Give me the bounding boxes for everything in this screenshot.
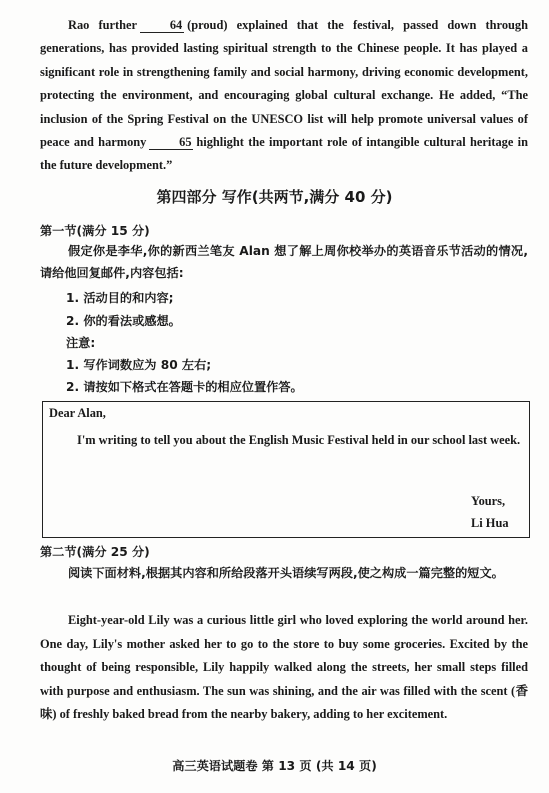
letter-body: I'm writing to tell you about the English Music Festival held in our school last week. bbox=[77, 433, 521, 447]
section1-notes-title: 注意: bbox=[66, 336, 96, 350]
passage-text-a: Rao further bbox=[68, 18, 138, 32]
section1-note-1: 1. 写作词数应为 80 左右; bbox=[66, 358, 212, 372]
section1-item-1: 1. 活动目的和内容; bbox=[66, 291, 174, 305]
letter-greeting: Dear Alan, bbox=[49, 406, 106, 420]
section2-heading: 第二节(满分 25 分) bbox=[40, 545, 150, 559]
passage-paragraph bbox=[40, 14, 528, 178]
section1-note-2: 2. 请按如下格式在答题卡的相应位置作答。 bbox=[66, 380, 303, 394]
section1-prompt: 假定你是李华,你的新西兰笔友 Alan 想了解上周你校举办的英语音乐节活动的情况,请给他回复邮件,内容包括: bbox=[40, 244, 528, 280]
story-paragraph: Eight-year-old Lily was a curious little girl who loved exploring the world around her. One day, Lily's mother asked her to go to the store to buy some groceries. Excited by the thought of being responsible, Lily happily walked along the streets, her small steps filled with purpose and enthusiasm. The sun was shining, and the air was filled with the scent (香味) of freshly baked bread from the nearby bakery, adding to her excitement. bbox=[40, 613, 528, 722]
section1-item-2: 2. 你的看法或感想。 bbox=[66, 314, 181, 328]
passage-text-c: highlight the important role of intangible cultural heritage in the future development.” bbox=[40, 135, 528, 173]
letter-format-box bbox=[42, 401, 530, 538]
section1-heading: 第一节(满分 15 分) bbox=[40, 224, 150, 238]
part4-title: 第四部分 写作(共两节,满分 40 分) bbox=[156, 188, 393, 206]
section2-prompt: 阅读下面材料,根据其内容和所给段落开头语续写两段,使之构成一篇完整的短文。 bbox=[68, 566, 504, 580]
blank-64: 64 bbox=[140, 18, 184, 33]
passage-text-b: (proud) explained that the festival, passed down through generations, has provided lasting spiritual strength to the Chinese people. It has played a significant role in strengthening family and social harmony, driving economic development, protecting the environment, and encouraging global cultural exchange. He added, “The inclusion of the Spring Festival on the UNESCO list will help promote universal values of peace and harmony bbox=[40, 18, 528, 150]
letter-closing: Yours, bbox=[471, 494, 506, 508]
page-footer: 高三英语试题卷 第 13 页 (共 14 页) bbox=[172, 759, 377, 773]
blank-65: 65 bbox=[149, 135, 193, 150]
letter-signature: Li Hua bbox=[471, 516, 509, 530]
